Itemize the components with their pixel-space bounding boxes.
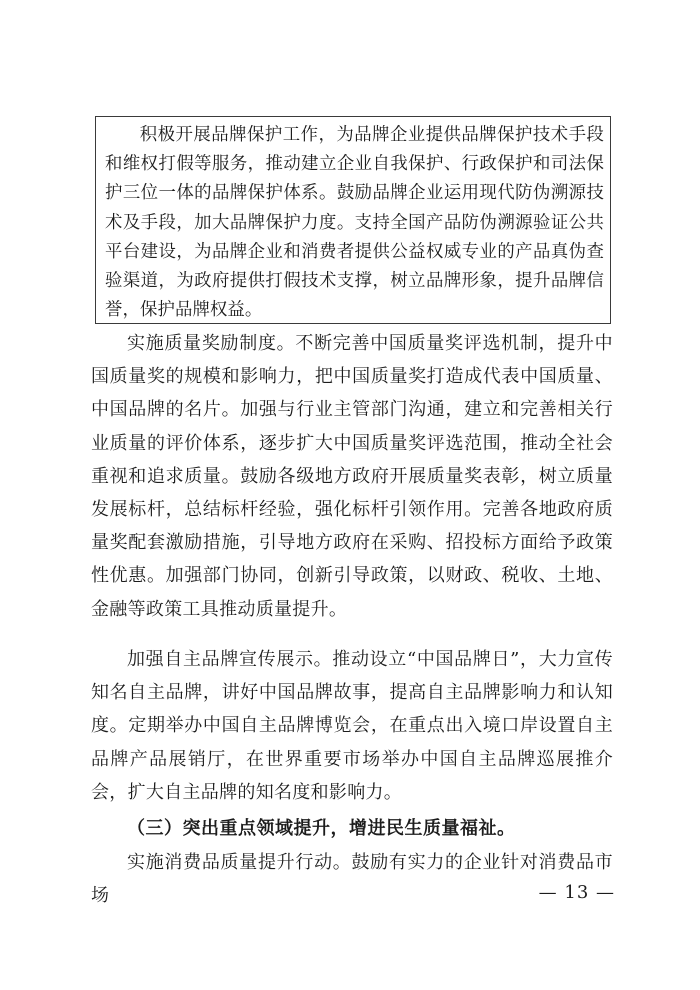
paragraph-brand-promotion: 加强自主品牌宣传展示。推动设立“中国品牌日”，大力宣传知名自主品牌，讲好中国品牌故事，提高自主品牌影响力和认知度。定期举办中国自主品牌博览会，在重点出入境口岸设置自主品牌产品展销厅，在世界重要市场举办中国自主品牌巡展推介会，扩大自主品牌的知名度和影响力。 — [91, 649, 613, 803]
paragraph-quality-award: 实施质量奖励制度。不断完善中国质量奖评选机制，提升中国质量奖的规模和影响力，把中国质量奖打造成代表中国质量、中国品牌的名片。加强与行业主管部门沟通，建立和完善相关行业质量的评价体系，逐步扩大中国质量奖评选范围，推动全社会重视和追求质量。鼓励各级地方政府开展质量奖表彰，树立质量发展标杆，总结标杆经验，强化标杆引领作用。完善各地政府质量奖配套激励措施，引导地方政府在采购、招投标方面给予政策性优惠。加强部门协同，创新引导政策，以财政、税收、土地、金融等政策工具推动质量提升。 — [91, 333, 613, 620]
paragraph-consumer-goods: 实施消费品质量提升行动。鼓励有实力的企业针对消费品市场 — [91, 852, 613, 907]
page-number: — 13 — — [538, 882, 615, 903]
boxed-paragraph: 积极开展品牌保护工作，为品牌企业提供品牌保护技术手段和维权打假等服务，推动建立企业自我保护、行政保护和司法保护三位一体的品牌保护体系。鼓励品牌企业运用现代防伪溯源技术及手段，加大品牌保护力度。支持全国产品防伪溯源验证公共平台建设，为品牌企业和消费者提供公益权威专业的产品真伪查验渠道，为政府提供打假技术支撑，树立品牌形象，提升品牌信誉，保护品牌权益。 — [95, 116, 611, 324]
section-heading: （三）突出重点领域提升，增进民生质量福祉。 — [127, 818, 516, 839]
